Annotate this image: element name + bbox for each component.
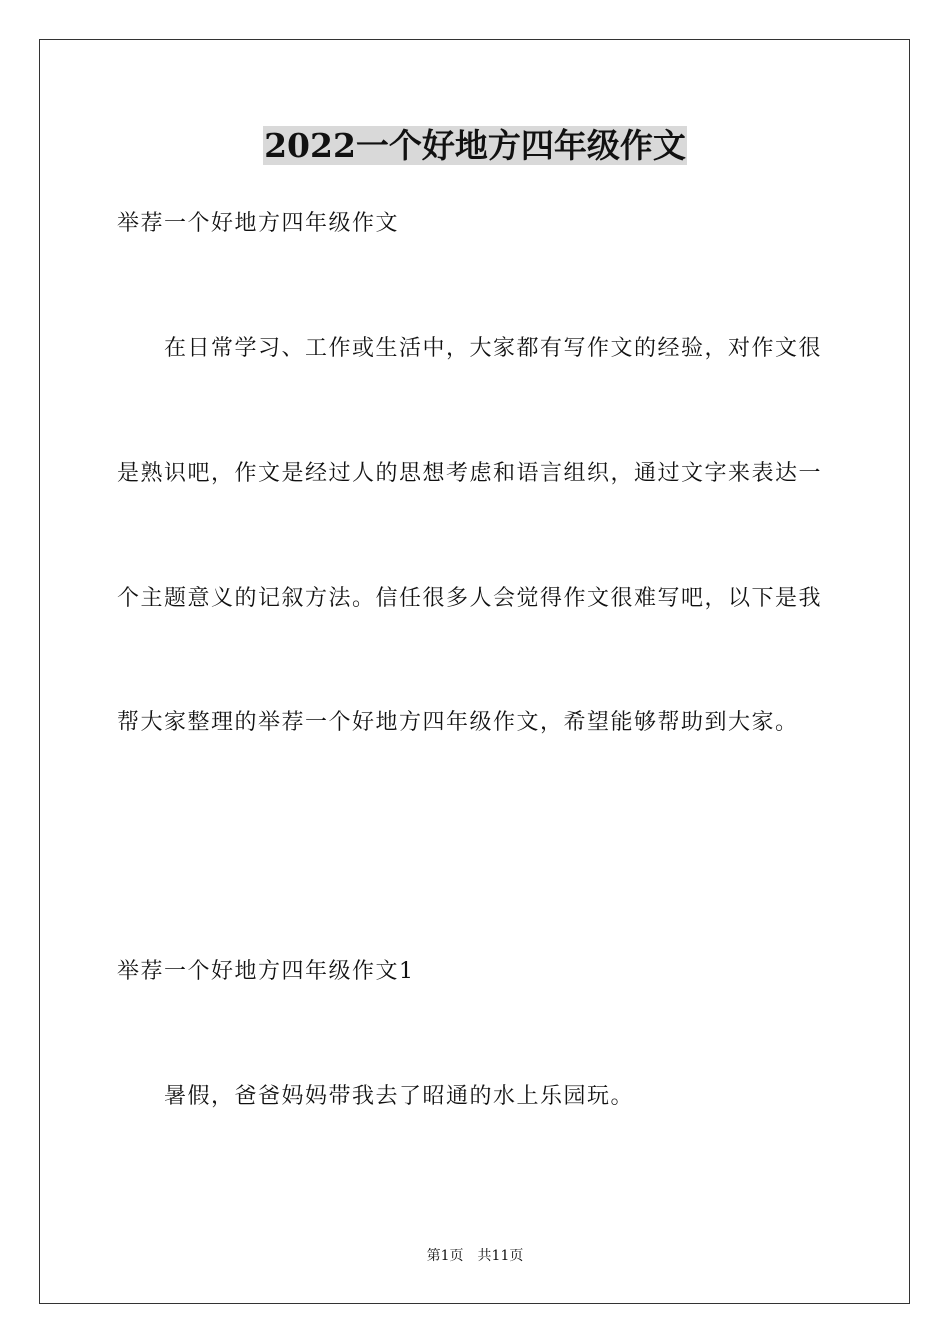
page-number-total: 共11页 <box>477 1248 524 1264</box>
paragraph-line: 个主题意义的记叙方法。信任很多人会觉得作文很难写吧，以下是我 <box>117 586 823 611</box>
paragraph-line: 在日常学习、工作或生活中，大家都有写作文的经验，对作文很 <box>117 336 823 361</box>
paragraph-line: 是熟识吧，作文是经过人的思想考虑和语言组织，通过文字来表达一 <box>117 461 823 486</box>
section-heading: 举荐一个好地方四年级作文1 <box>117 959 415 984</box>
paragraph-line: 帮大家整理的举荐一个好地方四年级作文，希望能够帮助到大家。 <box>117 710 799 735</box>
document-title <box>0 124 950 168</box>
page-footer <box>0 1246 950 1266</box>
document-title-text: 2022一个好地方四年级作文 <box>264 126 686 165</box>
section-heading: 举荐一个好地方四年级作文 <box>117 211 400 236</box>
paragraph-line: 暑假，爸爸妈妈带我去了昭通的水上乐园玩。 <box>117 1084 635 1109</box>
page-number-current: 第1页 <box>426 1248 464 1264</box>
